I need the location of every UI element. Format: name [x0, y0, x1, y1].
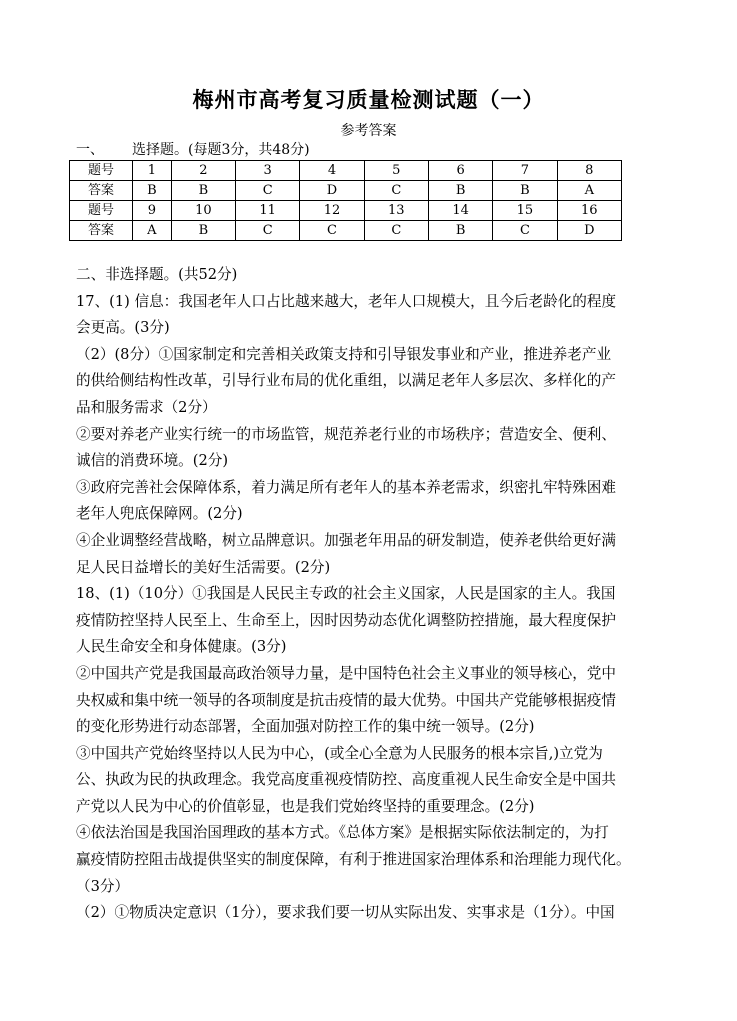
answer-body	[76, 262, 676, 927]
answer-cell: C	[236, 181, 300, 201]
question-number: 6	[428, 161, 492, 181]
text-line: ③中国共产党始终坚持以人民为中心，(或全心全意为人民服务的根本宗旨,)立党为	[76, 744, 603, 762]
text-line: （2）①物质决定意识（1分），要求我们要一切从实际出发、实事求是（1分）。中国	[76, 904, 615, 922]
question-number: 10	[171, 201, 235, 221]
text-line: 足人民日益增长的美好生活需要。(2分)	[76, 558, 331, 576]
question-number: 14	[428, 201, 492, 221]
question-number: 2	[171, 161, 235, 181]
row-label-answer: 答案	[70, 181, 133, 201]
question-number: 7	[493, 161, 557, 181]
text-line: ③政府完善社会保障体系，着力满足所有老年人的基本养老需求，织密扎牢特殊困难	[76, 478, 616, 496]
question-number: 3	[236, 161, 300, 181]
question-number: 9	[133, 201, 172, 221]
table-row-numbers-1	[70, 161, 622, 181]
text-line: 诚信的消费环境。(2分)	[76, 452, 229, 470]
question-number: 15	[493, 201, 557, 221]
document-subtitle: 参考答案	[340, 123, 397, 139]
row-label-number: 题号	[70, 161, 133, 181]
answer-cell: C	[364, 221, 428, 241]
text-line: 的供给侧结构性改革，引导行业布局的优化重组，以满足老年人多层次、多样化的产	[76, 372, 616, 390]
text-line: 品和服务需求（2分）	[76, 398, 217, 416]
question-number: 5	[364, 161, 428, 181]
text-line: ②要对养老产业实行统一的市场监管，规范养老行业的市场秩序；营造安全、便利、	[76, 425, 616, 443]
text-line: 央权威和集中统一领导的各项制度是抗击疫情的最大优势。中国共产党能够根据疫情	[76, 691, 616, 709]
answer-cell: A	[557, 181, 621, 201]
document-title: 梅州市高考复习质量检测试题（一）	[192, 88, 545, 112]
text-line: 的变化形势进行动态部署，全面加强对防控工作的集中统一领导。(2分)	[76, 718, 535, 736]
question-number: 13	[364, 201, 428, 221]
answer-cell: C	[300, 221, 364, 241]
question-number: 8	[557, 161, 621, 181]
question-number: 12	[300, 201, 364, 221]
answer-cell: B	[171, 221, 235, 241]
text-line: 17、(1) 信息：我国老年人口占比越来越大，老年人口规模大，且今后老龄化的程度	[76, 292, 617, 310]
table-row-numbers-2	[70, 201, 622, 221]
answer-cell: C	[493, 221, 557, 241]
text-line: ②中国共产党是我国最高政治领导力量，是中国特色社会主义事业的领导核心，党中	[76, 664, 616, 682]
row-label-answer: 答案	[70, 221, 133, 241]
text-line: 公、执政为民的执政理念。我党高度重视疫情防控、高度重视人民生命安全是中国共	[76, 771, 616, 789]
answer-table	[69, 160, 622, 241]
text-line: ④企业调整经营战略，树立品牌意识。加强老年用品的研发制造，使养老供给更好满	[76, 531, 616, 549]
text-line: 老年人兜底保障网。(2分)	[76, 505, 243, 523]
answer-cell: C	[236, 221, 300, 241]
text-line: 18、(1)（10分）①我国是人民民主专政的社会主义国家，人民是国家的主人。我国	[76, 585, 616, 603]
answer-cell: B	[428, 221, 492, 241]
row-label-number: 题号	[70, 201, 133, 221]
section-one-heading	[76, 139, 310, 159]
text-line: 会更高。(3分)	[76, 319, 170, 337]
section-one-label: 选择题。(每题3分，共48分)	[132, 142, 310, 158]
answer-cell: D	[557, 221, 621, 241]
question-number: 1	[133, 161, 172, 181]
section-one-number: 一、	[76, 142, 104, 158]
text-line: 疫情防控坚持人民至上、生命至上，因时因势动态优化调整防控措施，最大程度保护	[76, 611, 616, 629]
text-line: （2）(8分）①国家制定和完善相关政策支持和引导银发事业和产业，推进养老产业	[76, 345, 612, 363]
question-number: 11	[236, 201, 300, 221]
answer-cell: D	[300, 181, 364, 201]
answer-cell: B	[171, 181, 235, 201]
answer-cell: C	[364, 181, 428, 201]
text-line: （3分）	[76, 877, 130, 895]
text-line: 赢疫情防控阻击战提供坚实的制度保障，有利于推进国家治理体系和治理能力现代化。	[76, 851, 631, 869]
question-number: 16	[557, 201, 621, 221]
text-line: 产党以人民为中心的价值彰显，也是我们党始终坚持的重要理念。(2分)	[76, 797, 535, 815]
question-number: 4	[300, 161, 364, 181]
text-line: 人民生命安全和身体健康。(3分)	[76, 638, 287, 656]
table-row-answers-2	[70, 221, 622, 241]
section-two-heading: 二、非选择题。(共52分)	[76, 266, 238, 283]
answer-cell: A	[133, 221, 172, 241]
answer-cell: B	[133, 181, 172, 201]
answer-cell: B	[428, 181, 492, 201]
table-row-answers-1	[70, 181, 622, 201]
answer-cell: B	[493, 181, 557, 201]
text-line: ④依法治国是我国治国理政的基本方式。《总体方案》是根据实际依法制定的，为打	[76, 824, 609, 842]
